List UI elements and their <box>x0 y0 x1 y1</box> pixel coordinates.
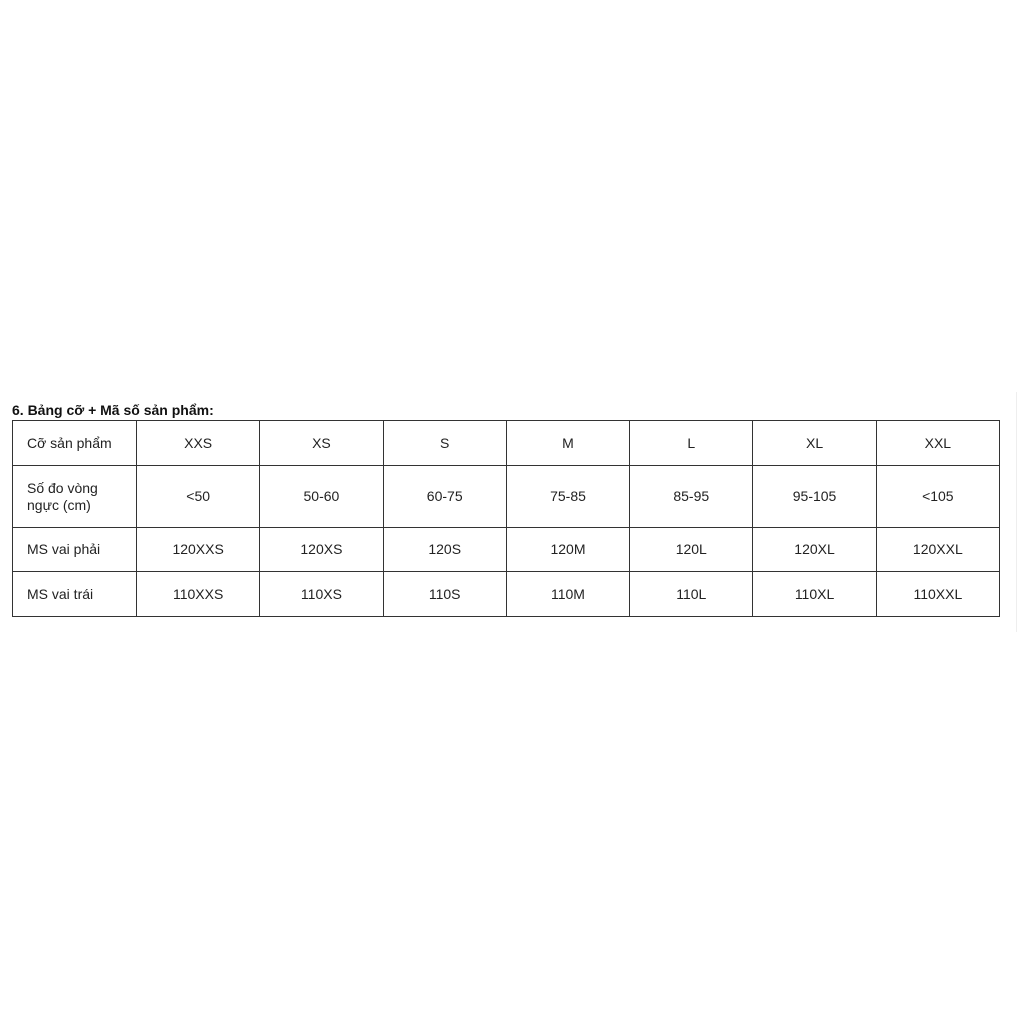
table-cell: XXL <box>876 421 999 466</box>
table-row-size <box>13 421 1000 466</box>
table-cell: 120M <box>506 528 629 572</box>
row-label-size: Cỡ sản phẩm <box>13 421 137 466</box>
table-cell: 120S <box>383 528 506 572</box>
row-label-chest: Số đo vòng ngực (cm) <box>13 466 137 528</box>
table-cell: 110XXL <box>876 572 999 617</box>
table-cell: L <box>630 421 753 466</box>
table-cell: 110XL <box>753 572 876 617</box>
page-edge-divider <box>1016 392 1017 632</box>
table-cell: XL <box>753 421 876 466</box>
size-table <box>12 420 1000 617</box>
table-cell: XXS <box>137 421 260 466</box>
table-cell: 95-105 <box>753 466 876 528</box>
table-cell: 110S <box>383 572 506 617</box>
table-cell: 60-75 <box>383 466 506 528</box>
table-cell: 110M <box>506 572 629 617</box>
table-cell: XS <box>260 421 383 466</box>
table-cell: 75-85 <box>506 466 629 528</box>
table-row-chest <box>13 466 1000 528</box>
table-cell: 120XL <box>753 528 876 572</box>
table-cell: <50 <box>137 466 260 528</box>
section-heading: 6. Bảng cỡ + Mã số sản phẩm: <box>12 402 214 418</box>
table-row-right-shoulder <box>13 528 1000 572</box>
table-cell: M <box>506 421 629 466</box>
table-cell: 50-60 <box>260 466 383 528</box>
table-cell: 110XS <box>260 572 383 617</box>
table-row-left-shoulder <box>13 572 1000 617</box>
table-cell: 120XS <box>260 528 383 572</box>
table-cell: S <box>383 421 506 466</box>
table-cell: 110L <box>630 572 753 617</box>
table-cell: 120XXL <box>876 528 999 572</box>
row-label-left-shoulder: MS vai trái <box>13 572 137 617</box>
table-cell: <105 <box>876 466 999 528</box>
table-cell: 120L <box>630 528 753 572</box>
table-cell: 85-95 <box>630 466 753 528</box>
table-cell: 120XXS <box>137 528 260 572</box>
table-cell: 110XXS <box>137 572 260 617</box>
row-label-right-shoulder: MS vai phải <box>13 528 137 572</box>
